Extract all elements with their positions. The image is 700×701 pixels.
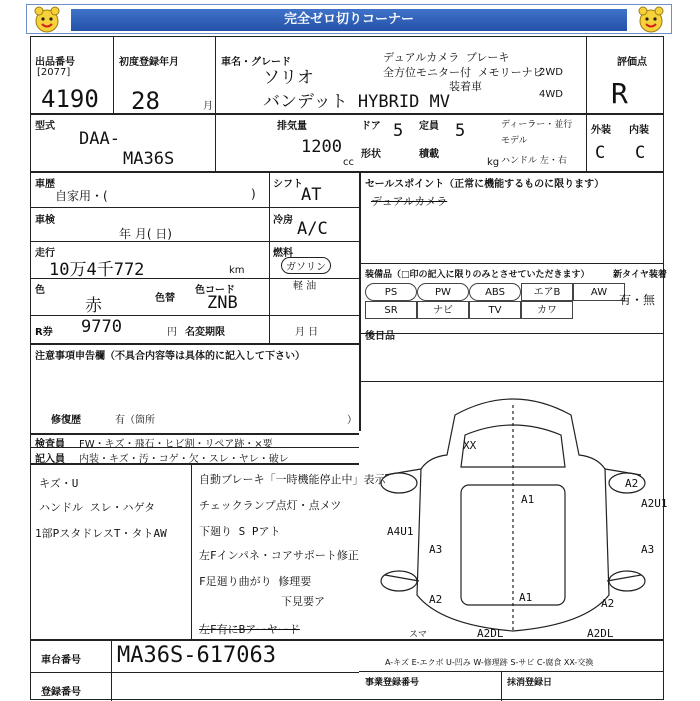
color-label: 色 [35, 285, 45, 296]
seats-value: 5 [455, 121, 466, 141]
diagram-mark: A2 [601, 597, 615, 610]
usage-paren-close: ) [251, 187, 256, 201]
new-tire-label: 新タイヤ装着 [613, 270, 667, 280]
damage-diagram [365, 385, 661, 641]
recycle-unit: 円 [167, 327, 177, 338]
header-banner [26, 4, 672, 34]
shift-label: シフト [273, 179, 303, 190]
color-change-label: 色替 [155, 293, 175, 304]
diagram-mark: A1 [521, 493, 535, 506]
doors-label: ドア [361, 121, 381, 132]
ac-value: A/C [297, 219, 328, 239]
footer-col: 事業登録番号 [365, 678, 420, 688]
cc-unit: cc [343, 157, 354, 168]
dealer-label: ディーラー・並行 [501, 120, 573, 130]
model-year-label: モデル [501, 136, 528, 146]
mileage-unit: km [229, 265, 245, 276]
equipment-item: PW [417, 283, 469, 301]
usage-value: 自家用・( [55, 189, 108, 203]
note-right: 下見要ア [281, 595, 325, 608]
interior-label: 内装 [629, 125, 649, 136]
inspector-label: 検査員 [35, 439, 65, 450]
diagram-mark: A3 [641, 543, 655, 556]
registration-number-label: 登録番号 [41, 687, 81, 698]
color-value: 赤 [85, 296, 102, 316]
registration-year: 28 [131, 87, 160, 115]
note-left: 1部PスタドレスT・タトAW [35, 527, 167, 540]
equipment-item: ABS [469, 283, 521, 301]
shift-value: AT [301, 185, 322, 205]
note-left: ハンドル スレ・ハゲタ [39, 501, 156, 514]
fuel-label: 燃料 [273, 248, 293, 259]
color-code: ZNB [207, 293, 238, 313]
repair-value: 有（箇所 [115, 415, 155, 426]
equipment-item: ナビ [417, 301, 469, 319]
damage-legend: A-キズ E-エクボ U-凹み W-修理跡 S-サビ C-腐食 XX-交換 [385, 658, 594, 667]
transfer-unit: 月 日 [295, 327, 319, 338]
auction-sheet [30, 36, 668, 700]
car-grade: バンデット HYBRID MV [263, 92, 451, 112]
equipment-item: TV [469, 301, 521, 319]
car-notes-3: 装着車 [449, 80, 482, 93]
ac-label: 冷房 [273, 215, 293, 226]
load-label: 積載 [419, 149, 439, 160]
lot-label: 出品番号 [35, 57, 75, 68]
inspection-value: 年 月( 日) [119, 227, 172, 241]
displacement-label: 排気量 [277, 121, 307, 132]
after-market-label: 後日品 [365, 331, 395, 342]
diagram-mark: スマ [409, 630, 427, 640]
equipment-item: エアB [521, 283, 573, 301]
note-left: キズ・U [39, 477, 79, 490]
new-tire-value: 有・無 [619, 293, 656, 307]
handle-label: ハンドル 左・右 [501, 156, 567, 166]
mascot-icon [33, 6, 61, 34]
equipment-item: SR [365, 301, 417, 319]
exterior-label: 外装 [591, 125, 611, 136]
score-value: R [611, 77, 628, 110]
equipment-item: PS [365, 283, 417, 301]
mileage-label: 走行 [35, 248, 55, 259]
inspector-marks: FW・キズ・飛石・ヒビ割・リペア跡・×要 [79, 439, 273, 450]
registration-month-unit: 月 [203, 101, 213, 112]
diagram-mark: A4U1 [387, 525, 414, 538]
car-notes-2: 全方位モニター付 メモリーナビ [383, 66, 544, 79]
equipment-item: カワ [521, 301, 573, 319]
diagram-mark: A1 [519, 591, 533, 604]
selling-points-label: セールスポイント（正常に機能するものに限ります） [365, 179, 605, 190]
drive-4wd: 4WD [539, 89, 563, 100]
selling-points-value: デュアルカメラ [371, 195, 448, 208]
transfer-label: 名変期限 [185, 327, 225, 338]
diagram-mark: XX [463, 439, 477, 452]
doors-value: 5 [393, 121, 404, 141]
diagram-mark: A2DL [477, 627, 504, 640]
repair-close: ） [347, 415, 357, 426]
diagram-mark: A3 [429, 543, 443, 556]
shape-label: 形状 [361, 149, 381, 160]
recycle-value: 9770 [81, 317, 122, 337]
diagram-mark: A2 [625, 477, 639, 490]
entrant-label: 記入員 [35, 454, 65, 465]
usage-label: 車歴 [35, 179, 55, 190]
note-right: 左F有にBアーヤード [199, 623, 300, 636]
note-right: チェックランプ点灯・点メツ [199, 499, 342, 512]
note-right: 下廻り S Pアト [199, 525, 281, 538]
displacement-value: 1200 [301, 137, 342, 157]
header-title: 完全ゼロ切りコーナー [71, 9, 627, 31]
footer-col: 抹消登録日 [507, 678, 553, 688]
inspection-label: 車検 [35, 215, 55, 226]
note-right: 自動ブレーキ「一時機能停止中」表示 [199, 473, 386, 486]
note-right: 左Fインパネ・コアサポート修正 [199, 549, 359, 562]
chassis-label: 車台番号 [41, 655, 81, 666]
registration-label: 初度登録年月 [119, 57, 179, 68]
type-code: DAA- [79, 129, 120, 149]
interior-grade: C [635, 143, 646, 163]
drive-2wd: 2WD [539, 67, 563, 78]
fuel-diesel: 軽 油 [293, 281, 317, 292]
color-code-label: 色コード [195, 285, 235, 296]
mileage-value: 10万4千772 [49, 260, 145, 280]
car-name: ソリオ [263, 68, 314, 88]
chassis-number: MA36S-617063 [117, 643, 276, 668]
type-label: 型式 [35, 121, 55, 132]
diagram-mark: A2DL [587, 627, 614, 640]
car-notes-1: デュアルカメラ ブレーキ [383, 51, 510, 64]
lot-number: 4190 [41, 85, 99, 113]
equipment-label: 装備品（□印の記入に限りのみとさせていただきます） [365, 270, 590, 280]
notices-label: 注意事項申告欄（不具合内容等は具体的に記入して下さい） [35, 351, 305, 362]
exterior-grade: C [595, 143, 606, 163]
score-label: 評価点 [617, 57, 647, 68]
fuel-gasoline: ガソリン [281, 257, 331, 274]
kg-unit: kg [487, 157, 500, 168]
note-right: F足廻り曲がり 修理要 [199, 575, 312, 588]
mascot-icon [637, 6, 665, 34]
lot-sub: [2077] [37, 67, 71, 78]
entrant-marks: 内装・キズ・汚・コゲ・欠・スレ・ヤレ・破レ [79, 454, 289, 465]
seats-label: 定員 [419, 121, 439, 132]
chassis-code: MA36S [123, 149, 175, 169]
recycle-label: R券 [35, 327, 53, 338]
model-name-label: 車名・グレード [221, 57, 291, 68]
equipment-item: AW [573, 283, 625, 301]
diagram-mark: A2 [429, 593, 443, 606]
diagram-mark: A2U1 [641, 497, 668, 510]
repair-label: 修復歴 [51, 415, 81, 426]
